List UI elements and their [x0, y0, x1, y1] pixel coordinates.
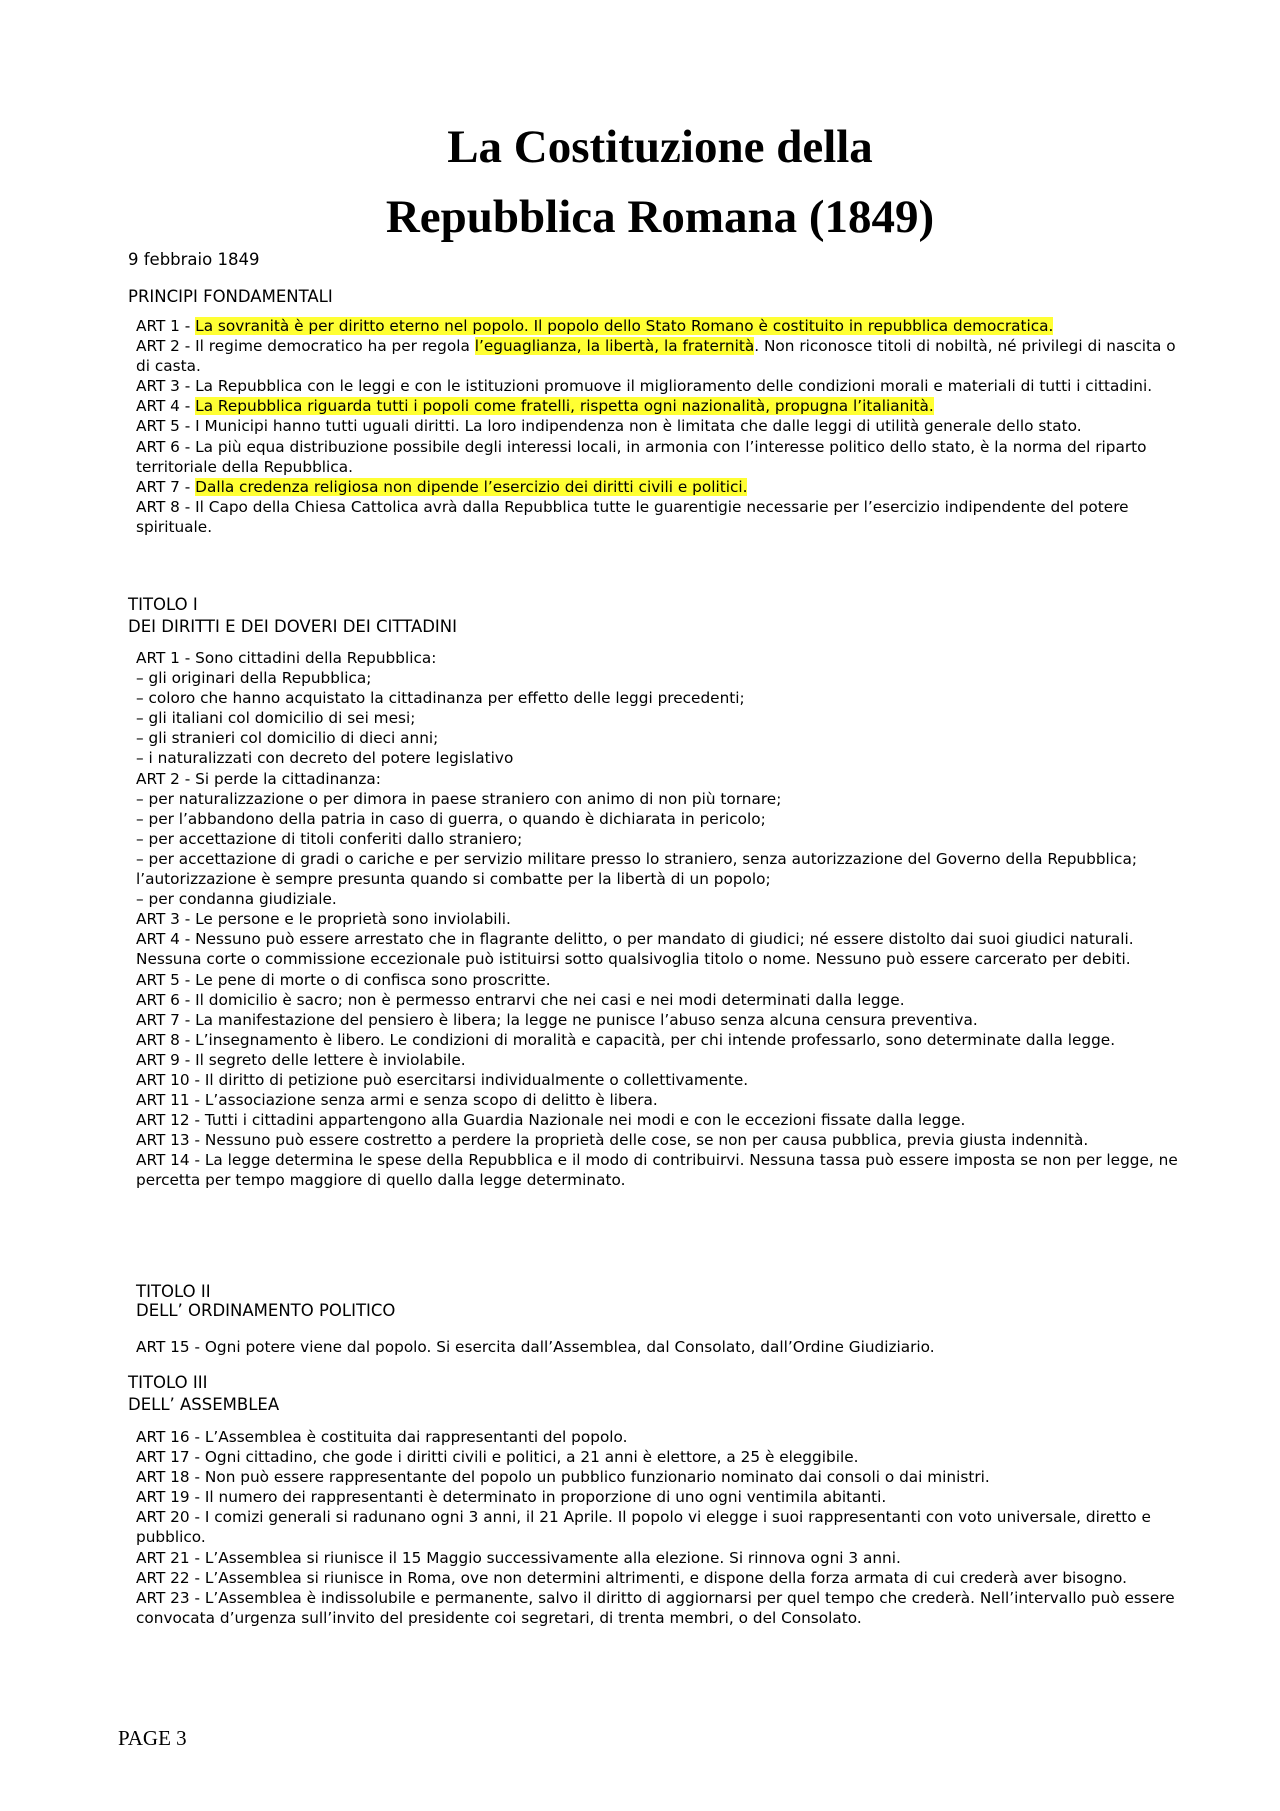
- article-line: ART 21 - L’Assemblea si riunisce il 15 Maggio successivamente alla elezione. Si rinnova ogni 3 anni.: [136, 1548, 901, 1567]
- principi-art-1: ART 1 - La sovranità è per diritto eterno nel popolo. Il popolo dello Stato Romano è costituito in repubblica democratica.: [136, 317, 1054, 335]
- principi-art-6: ART 6 - La più equa distribuzione possibile degli interessi locali, in armonia con l’interesse politico dello stato, è la norma del riparto territoriale della Repubblica.: [136, 437, 1147, 476]
- article-line: ART 6 - Il domicilio è sacro; non è permesso entrarvi che nei casi e nei modi determinati dalla legge.: [136, 990, 905, 1009]
- article-line: ART 7 - La manifestazione del pensiero è libera; la legge ne punisce l’abuso senza alcuna censura preventiva.: [136, 1010, 978, 1029]
- principi-art-7: ART 7 - Dalla credenza religiosa non dipende l’esercizio dei diritti civili e politici.: [136, 477, 748, 496]
- article-line: ART 13 - Nessuno può essere costretto a perdere la proprietà delle cose, se non per causa pubblica, previa giusta indennità.: [136, 1131, 1089, 1150]
- section-subheading-titolo-2: DELL’ ORDINAMENTO POLITICO: [136, 1301, 396, 1320]
- title-line-1: La Costituzione della: [447, 121, 873, 173]
- principi-art-2: ART 2 - Il regime democratico ha per regola l’eguaglianza, la libertà, la fraternità. Non riconosce titoli di nobiltà, né privilegi di nascita o di casta.: [136, 337, 1176, 376]
- article-line: ART 12 - Tutti i cittadini appartengono alla Guardia Nazionale nei modi e con le eccezioni fissate dalla legge.: [136, 1111, 966, 1130]
- article-line: – gli italiani col domicilio di sei mesi;: [136, 709, 416, 728]
- article-line: ART 18 - Non può essere rappresentante del popolo un pubblico funzionario nominato dai consoli o dai ministri.: [136, 1468, 990, 1487]
- article-line: ART 19 - Il numero dei rappresentanti è determinato in proporzione di uno ogni ventimila abitanti.: [136, 1488, 887, 1507]
- principi-art-8: ART 8 - Il Capo della Chiesa Cattolica avrà dalla Repubblica tutte le guarentigie necessarie per l’esercizio indipendente del potere spirituale.: [136, 497, 1129, 536]
- section-heading-titolo-1: TITOLO I: [128, 595, 198, 614]
- article-line: – i naturalizzati con decreto del potere legislativo: [136, 749, 514, 768]
- titolo-3-articles: [136, 1427, 1186, 1628]
- page-title: [0, 112, 1280, 252]
- article-line: ART 1 - Sono cittadini della Repubblica:: [136, 649, 437, 667]
- article-line: ART 10 - Il diritto di petizione può esercitarsi individualmente o collettivamente.: [136, 1070, 749, 1089]
- titolo-1-articles: [136, 648, 1186, 1191]
- article-line: – per condanna giudiziale.: [136, 890, 337, 909]
- article-line: – gli stranieri col domicilio di dieci anni;: [136, 729, 439, 748]
- article-line: – coloro che hanno acquistato la cittadinanza per effetto delle leggi precedenti;: [136, 689, 745, 708]
- article-line: ART 23 - L’Assemblea è indissolubile e permanente, salvo il diritto di aggiornarsi per quel tempo che crederà. Nell’intervallo può essere convocata d’urgenza sull’invito del presidente coi segretari, di trenta membri, o del Consolato.: [136, 1588, 1175, 1627]
- section-heading-titolo-2: TITOLO II: [136, 1282, 211, 1301]
- article-line: ART 2 - Si perde la cittadinanza:: [136, 769, 381, 788]
- article-line: – per accettazione di titoli conferiti dallo straniero;: [136, 829, 523, 848]
- article-line: – per accettazione di gradi o cariche e per servizio militare presso lo straniero, senza autorizzazione del Governo della Repubblica; l’autorizzazione è sempre presunta quando si combatte per la libertà di un popolo;: [136, 849, 1137, 889]
- section-subheading-titolo-3: DELL’ ASSEMBLEA: [128, 1395, 280, 1414]
- article-line: – per naturalizzazione o per dimora in paese straniero con animo di non più tornare;: [136, 789, 782, 808]
- highlight: l’eguaglianza, la libertà, la fraternità: [474, 337, 755, 356]
- section-subheading-titolo-1: DEI DIRITTI E DEI DOVERI DEI CITTADINI: [128, 617, 458, 636]
- article-line: ART 22 - L’Assemblea si riunisce in Roma, ove non determini altrimenti, e dispone della forza armata di cui crederà aver bisogno.: [136, 1568, 1127, 1587]
- article-line: ART 4 - Nessuno può essere arrestato che in flagrante delitto, o per mandato di giudici; né essere distolto dai suoi giudici naturali. Nessuna corte o commissione eccezionale può istituirsi sotto qualsivoglia titolo o nome. Nessuno può essere carcerato per debiti.: [136, 930, 1134, 969]
- article-line: ART 8 - L’insegnamento è libero. Le condizioni di moralità e capacità, per chi intende professarlo, sono determinate dalla legge.: [136, 1030, 1116, 1049]
- article-line: ART 20 - I comizi generali si radunano ogni 3 anni, il 21 Aprile. Il popolo vi elegge i suoi rappresentanti con voto universale, diretto e pubblico.: [136, 1508, 1151, 1547]
- titolo-2-articles: [136, 1337, 1186, 1357]
- principi-articles: [136, 316, 1186, 537]
- article-line: ART 9 - Il segreto delle lettere è inviolabile.: [136, 1050, 466, 1069]
- principi-art-3: ART 3 - La Repubblica con le leggi e con le istituzioni promuove il miglioramento delle condizioni morali e materiali di tutti i cittadini.: [136, 377, 1153, 396]
- principi-art-5: ART 5 - I Municipi hanno tutti uguali diritti. La loro indipendenza non è limitata che dalle leggi di utilità generale dello stato.: [136, 417, 1082, 436]
- highlight: Dalla credenza religiosa non dipende l’esercizio dei diritti civili e politici.: [195, 477, 748, 496]
- article-line: ART 3 - Le persone e le proprietà sono inviolabili.: [136, 910, 511, 929]
- article-line: ART 17 - Ogni cittadino, che gode i diritti civili e politici, a 21 anni è elettore, a 25 è eleggibile.: [136, 1448, 859, 1467]
- article-line: ART 15 - Ogni potere viene dal popolo. Si esercita dall’Assemblea, dal Consolato, dall’Ordine Giudiziario.: [136, 1338, 935, 1356]
- article-line: ART 16 - L’Assemblea è costituita dai rappresentanti del popolo.: [136, 1428, 628, 1446]
- title-line-2: Repubblica Romana (1849): [385, 191, 935, 243]
- document-date: 9 febbraio 1849: [128, 250, 260, 269]
- highlight: La sovranità è per diritto eterno nel popolo. Il popolo dello Stato Romano è costituito in repubblica democratica.: [195, 317, 1054, 335]
- article-line: ART 11 - L’associazione senza armi e senza scopo di delitto è libera.: [136, 1091, 658, 1110]
- principi-art-4: ART 4 - La Repubblica riguarda tutti i popoli come fratelli, rispetta ogni nazionalità, propugna l’italianità.: [136, 397, 934, 416]
- article-line: ART 14 - La legge determina le spese della Repubblica e il modo di contribuirvi. Nessuna tassa può essere imposta se non per legge, ne percetta per tempo maggiore di quello dalla legge determinato.: [136, 1151, 1178, 1190]
- section-heading-titolo-3: TITOLO III: [128, 1373, 208, 1392]
- highlight: La Repubblica riguarda tutti i popoli come fratelli, rispetta ogni nazionalità, propugna l’italianità.: [195, 397, 934, 416]
- article-line: – per l’abbandono della patria in caso di guerra, o quando è dichiarata in pericolo;: [136, 809, 766, 828]
- article-line: – gli originari della Repubblica;: [136, 669, 372, 688]
- page-number: PAGE 3: [118, 1726, 187, 1750]
- section-heading-principi: PRINCIPI FONDAMENTALI: [128, 287, 333, 306]
- article-line: ART 5 - Le pene di morte o di confisca sono proscritte.: [136, 970, 551, 989]
